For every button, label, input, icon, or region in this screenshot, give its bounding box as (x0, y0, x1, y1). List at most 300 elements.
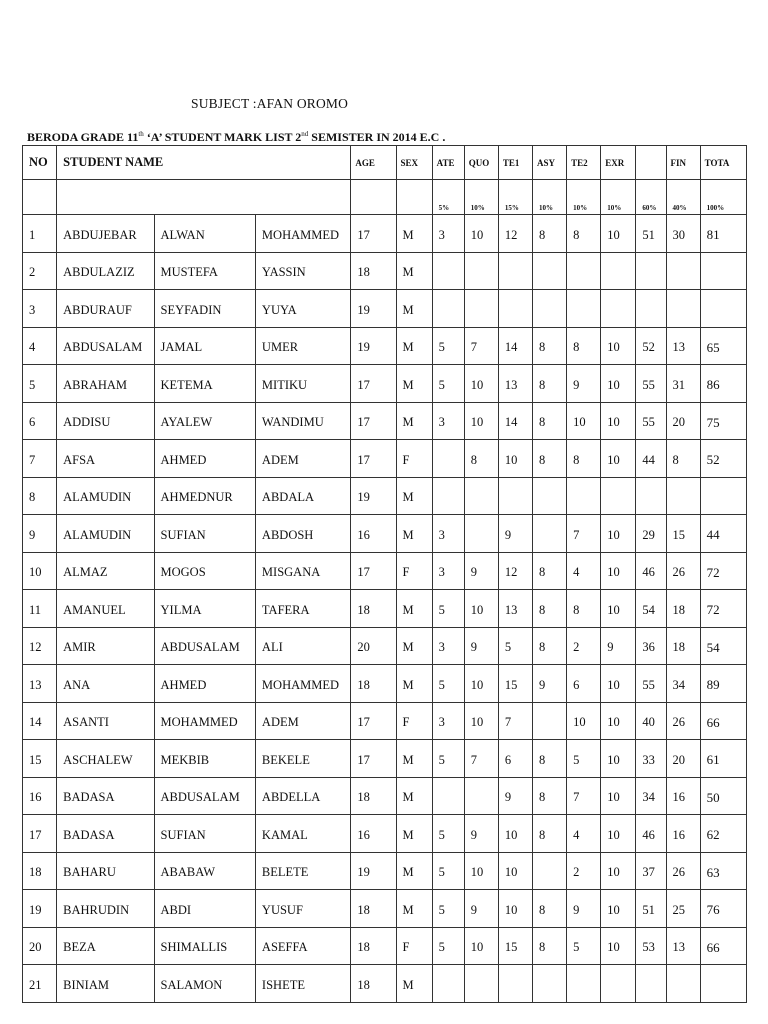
cell-no: 14 (23, 702, 57, 740)
cell-age: 18 (351, 965, 396, 1003)
cell-te2: 6 (567, 665, 601, 703)
cell-te1: 10 (498, 440, 532, 478)
cell-sex: M (396, 627, 432, 665)
cell-no: 6 (23, 402, 57, 440)
heading-sup-1: th (138, 130, 144, 138)
cell-fin (666, 290, 700, 328)
cell-fin: 16 (666, 815, 700, 853)
cell-asy: 8 (533, 215, 567, 253)
cell-first-name: ASANTI (57, 702, 154, 740)
col-header-student-name: STUDENT NAME (57, 146, 351, 180)
cell-quo: 10 (464, 927, 498, 965)
cell-ate: 3 (432, 215, 464, 253)
cell-first-name: BEZA (57, 927, 154, 965)
table-row (23, 740, 747, 778)
cell-ate: 5 (432, 590, 464, 628)
cell-te2: 2 (567, 627, 601, 665)
cell-te2: 4 (567, 815, 601, 853)
cell-first-name: ABDUJEBAR (57, 215, 154, 253)
cell-te1: 5 (498, 627, 532, 665)
col-header-subtotal (636, 146, 666, 180)
cell-te2: 10 (567, 402, 601, 440)
cell-grandfather-name: YASSIN (255, 252, 350, 290)
heading-part-2: ‘A’ STUDENT MARK LIST 2 (143, 130, 302, 144)
cell-grandfather-name: TAFERA (255, 590, 350, 628)
cell-quo (464, 252, 498, 290)
cell-quo: 10 (464, 702, 498, 740)
weight-row (23, 180, 747, 215)
cell-fin: 8 (666, 440, 700, 478)
cell-no: 10 (23, 552, 57, 590)
header-row (23, 146, 747, 180)
cell-subtotal: 51 (636, 215, 666, 253)
col-header-age: AGE (351, 146, 396, 180)
cell-te1: 15 (498, 665, 532, 703)
cell-te2: 9 (567, 890, 601, 928)
cell-first-name: ABDURAUF (57, 290, 154, 328)
cell-sex: M (396, 515, 432, 553)
weight-ate: 5% (432, 180, 464, 215)
cell-sex: F (396, 440, 432, 478)
cell-grandfather-name: YUSUF (255, 890, 350, 928)
cell-subtotal (636, 965, 666, 1003)
cell-no: 21 (23, 965, 57, 1003)
cell-subtotal: 40 (636, 702, 666, 740)
weight-subtotal: 60% (636, 180, 666, 215)
cell-father-name: AYALEW (154, 402, 255, 440)
cell-first-name: ADDISU (57, 402, 154, 440)
cell-father-name: AHMED (154, 665, 255, 703)
cell-fin: 25 (666, 890, 700, 928)
table-row (23, 852, 747, 890)
cell-sex: M (396, 290, 432, 328)
cell-fin: 26 (666, 552, 700, 590)
cell-subtotal (636, 477, 666, 515)
cell-subtotal (636, 252, 666, 290)
cell-age: 18 (351, 890, 396, 928)
cell-grandfather-name: YUYA (255, 290, 350, 328)
weight-te2: 10% (567, 180, 601, 215)
weight-quo: 10% (464, 180, 498, 215)
cell-exr: 10 (601, 890, 636, 928)
cell-age: 17 (351, 552, 396, 590)
cell-fin: 13 (666, 327, 700, 365)
cell-age: 17 (351, 215, 396, 253)
cell-exr: 10 (601, 815, 636, 853)
cell-fin: 13 (666, 927, 700, 965)
cell-total: 86 (700, 365, 746, 403)
table-row (23, 965, 747, 1003)
cell-total (700, 965, 746, 1003)
cell-total: 54 (700, 627, 746, 665)
cell-grandfather-name: WANDIMU (255, 402, 350, 440)
cell-exr (601, 477, 636, 515)
cell-asy: 8 (533, 440, 567, 478)
cell-age: 18 (351, 665, 396, 703)
cell-ate: 3 (432, 627, 464, 665)
cell-father-name: MUSTEFA (154, 252, 255, 290)
col-header-exr: EXR (601, 146, 636, 180)
cell-subtotal: 33 (636, 740, 666, 778)
heading-part-3: SEMISTER IN 2014 E.C . (308, 130, 446, 144)
cell-total: 76 (700, 890, 746, 928)
cell-asy (533, 252, 567, 290)
cell-ate: 3 (432, 402, 464, 440)
cell-no: 8 (23, 477, 57, 515)
cell-fin (666, 477, 700, 515)
cell-subtotal: 55 (636, 665, 666, 703)
cell-total: 66 (700, 927, 746, 965)
heading-part-1: BERODA GRADE 11 (27, 130, 139, 144)
cell-grandfather-name: KAMAL (255, 815, 350, 853)
cell-age: 17 (351, 440, 396, 478)
cell-exr: 10 (601, 440, 636, 478)
col-header-te1: TE1 (498, 146, 532, 180)
cell-subtotal: 44 (636, 440, 666, 478)
cell-first-name: AFSA (57, 440, 154, 478)
cell-father-name: SUFIAN (154, 515, 255, 553)
cell-no: 12 (23, 627, 57, 665)
table-row (23, 252, 747, 290)
cell-no: 9 (23, 515, 57, 553)
cell-total: 72 (700, 552, 746, 590)
col-header-quo: QUO (464, 146, 498, 180)
cell-te2: 7 (567, 777, 601, 815)
cell-asy (533, 290, 567, 328)
cell-subtotal: 29 (636, 515, 666, 553)
cell-asy: 8 (533, 815, 567, 853)
cell-total (700, 290, 746, 328)
cell-total: 52 (700, 440, 746, 478)
cell-exr: 9 (601, 627, 636, 665)
cell-te1: 14 (498, 402, 532, 440)
cell-first-name: ALAMUDIN (57, 477, 154, 515)
cell-sex: M (396, 815, 432, 853)
table-row (23, 702, 747, 740)
cell-te2 (567, 965, 601, 1003)
cell-first-name: AMANUEL (57, 590, 154, 628)
cell-grandfather-name: BELETE (255, 852, 350, 890)
cell-asy: 9 (533, 665, 567, 703)
cell-fin: 15 (666, 515, 700, 553)
cell-te2 (567, 252, 601, 290)
cell-te1: 14 (498, 327, 532, 365)
cell-father-name: ALWAN (154, 215, 255, 253)
cell-father-name: MOHAMMED (154, 702, 255, 740)
cell-subtotal: 46 (636, 815, 666, 853)
cell-quo (464, 477, 498, 515)
cell-ate (432, 252, 464, 290)
cell-te1: 13 (498, 590, 532, 628)
cell-age: 17 (351, 365, 396, 403)
cell-exr: 10 (601, 590, 636, 628)
cell-quo (464, 290, 498, 328)
cell-age: 18 (351, 927, 396, 965)
weight-cell-empty (23, 180, 57, 215)
cell-subtotal: 54 (636, 590, 666, 628)
cell-no: 3 (23, 290, 57, 328)
cell-first-name: BADASA (57, 815, 154, 853)
cell-first-name: ASCHALEW (57, 740, 154, 778)
cell-asy: 8 (533, 777, 567, 815)
cell-exr: 10 (601, 852, 636, 890)
cell-te2 (567, 477, 601, 515)
col-header-ate: ATE (432, 146, 464, 180)
cell-age: 19 (351, 327, 396, 365)
cell-fin: 26 (666, 702, 700, 740)
cell-grandfather-name: ASEFFA (255, 927, 350, 965)
cell-father-name: ABDUSALAM (154, 777, 255, 815)
cell-te1: 15 (498, 927, 532, 965)
table-row (23, 515, 747, 553)
cell-ate: 5 (432, 365, 464, 403)
cell-te2: 2 (567, 852, 601, 890)
cell-grandfather-name: ABDOSH (255, 515, 350, 553)
cell-exr: 10 (601, 927, 636, 965)
weight-cell-empty (396, 180, 432, 215)
cell-sex: M (396, 777, 432, 815)
cell-exr: 10 (601, 327, 636, 365)
cell-grandfather-name: MITIKU (255, 365, 350, 403)
cell-total: 72 (700, 590, 746, 628)
cell-fin: 31 (666, 365, 700, 403)
cell-no: 4 (23, 327, 57, 365)
cell-te1: 7 (498, 702, 532, 740)
cell-asy (533, 477, 567, 515)
cell-grandfather-name: ISHETE (255, 965, 350, 1003)
cell-total: 62 (700, 815, 746, 853)
cell-sex: M (396, 590, 432, 628)
cell-quo: 9 (464, 552, 498, 590)
cell-age: 20 (351, 627, 396, 665)
cell-sex: M (396, 890, 432, 928)
table-row (23, 927, 747, 965)
cell-total (700, 477, 746, 515)
cell-first-name: BADASA (57, 777, 154, 815)
cell-subtotal (636, 290, 666, 328)
cell-age: 17 (351, 402, 396, 440)
cell-te1 (498, 477, 532, 515)
table-row (23, 402, 747, 440)
cell-sex: M (396, 477, 432, 515)
cell-quo: 10 (464, 402, 498, 440)
cell-ate: 5 (432, 890, 464, 928)
cell-sex: F (396, 927, 432, 965)
cell-father-name: ABABAW (154, 852, 255, 890)
cell-te1: 10 (498, 815, 532, 853)
cell-te1: 12 (498, 215, 532, 253)
cell-father-name: ABDUSALAM (154, 627, 255, 665)
cell-fin: 20 (666, 740, 700, 778)
cell-asy: 8 (533, 890, 567, 928)
cell-ate: 3 (432, 552, 464, 590)
cell-exr: 10 (601, 515, 636, 553)
cell-grandfather-name: ADEM (255, 702, 350, 740)
cell-asy: 8 (533, 327, 567, 365)
heading-sup-2: nd (301, 130, 309, 138)
cell-ate: 5 (432, 740, 464, 778)
cell-grandfather-name: ADEM (255, 440, 350, 478)
cell-no: 1 (23, 215, 57, 253)
cell-asy: 8 (533, 365, 567, 403)
cell-asy: 8 (533, 627, 567, 665)
cell-quo: 9 (464, 627, 498, 665)
cell-ate: 5 (432, 815, 464, 853)
cell-subtotal: 46 (636, 552, 666, 590)
cell-first-name: BAHARU (57, 852, 154, 890)
cell-ate: 5 (432, 327, 464, 365)
cell-fin: 26 (666, 852, 700, 890)
table-row (23, 215, 747, 253)
cell-father-name: MOGOS (154, 552, 255, 590)
table-row (23, 815, 747, 853)
cell-fin: 20 (666, 402, 700, 440)
sheet-heading (27, 130, 445, 145)
cell-exr: 10 (601, 365, 636, 403)
weight-exr: 10% (601, 180, 636, 215)
cell-asy (533, 702, 567, 740)
cell-quo: 7 (464, 740, 498, 778)
cell-age: 18 (351, 777, 396, 815)
cell-te1 (498, 290, 532, 328)
cell-te1: 9 (498, 515, 532, 553)
cell-te2: 8 (567, 440, 601, 478)
cell-ate: 3 (432, 515, 464, 553)
cell-subtotal: 53 (636, 927, 666, 965)
cell-asy (533, 515, 567, 553)
col-header-tota: TOTA (700, 146, 746, 180)
cell-grandfather-name: ALI (255, 627, 350, 665)
cell-age: 16 (351, 815, 396, 853)
cell-exr: 10 (601, 665, 636, 703)
cell-asy (533, 965, 567, 1003)
cell-te1 (498, 965, 532, 1003)
cell-first-name: BAHRUDIN (57, 890, 154, 928)
cell-fin (666, 252, 700, 290)
cell-te1: 13 (498, 365, 532, 403)
cell-father-name: AHMEDNUR (154, 477, 255, 515)
cell-fin: 18 (666, 627, 700, 665)
cell-quo: 9 (464, 890, 498, 928)
cell-first-name: ALAMUDIN (57, 515, 154, 553)
cell-te1: 10 (498, 852, 532, 890)
col-header-fin: FIN (666, 146, 700, 180)
cell-no: 18 (23, 852, 57, 890)
col-header-te2: TE2 (567, 146, 601, 180)
cell-grandfather-name: ABDALA (255, 477, 350, 515)
cell-te1 (498, 252, 532, 290)
cell-exr: 10 (601, 740, 636, 778)
table-row (23, 890, 747, 928)
weight-asy: 10% (533, 180, 567, 215)
cell-total: 63 (700, 852, 746, 890)
cell-no: 2 (23, 252, 57, 290)
cell-sex: M (396, 740, 432, 778)
table-row (23, 777, 747, 815)
cell-sex: M (396, 402, 432, 440)
cell-subtotal: 37 (636, 852, 666, 890)
cell-subtotal: 55 (636, 365, 666, 403)
cell-quo: 10 (464, 852, 498, 890)
cell-subtotal: 34 (636, 777, 666, 815)
weight-cell-empty (57, 180, 351, 215)
cell-te1: 10 (498, 890, 532, 928)
cell-exr: 10 (601, 552, 636, 590)
cell-quo (464, 777, 498, 815)
cell-fin: 34 (666, 665, 700, 703)
cell-exr: 10 (601, 777, 636, 815)
cell-asy: 8 (533, 927, 567, 965)
col-header-sex: SEX (396, 146, 432, 180)
cell-quo: 10 (464, 665, 498, 703)
cell-father-name: SUFIAN (154, 815, 255, 853)
cell-te2: 4 (567, 552, 601, 590)
cell-age: 17 (351, 702, 396, 740)
cell-father-name: KETEMA (154, 365, 255, 403)
cell-grandfather-name: BEKELE (255, 740, 350, 778)
table-row (23, 440, 747, 478)
cell-sex: F (396, 552, 432, 590)
weight-cell-empty (351, 180, 396, 215)
cell-te2: 5 (567, 740, 601, 778)
cell-first-name: AMIR (57, 627, 154, 665)
weight-fin: 40% (666, 180, 700, 215)
cell-total: 50 (700, 777, 746, 815)
table-row (23, 590, 747, 628)
cell-exr: 10 (601, 402, 636, 440)
cell-fin: 30 (666, 215, 700, 253)
cell-subtotal: 51 (636, 890, 666, 928)
cell-age: 19 (351, 852, 396, 890)
cell-sex: M (396, 327, 432, 365)
cell-ate (432, 965, 464, 1003)
cell-sex: M (396, 665, 432, 703)
table-row (23, 290, 747, 328)
table-row (23, 552, 747, 590)
cell-subtotal: 55 (636, 402, 666, 440)
weight-tota: 100% (700, 180, 746, 215)
cell-sex: M (396, 965, 432, 1003)
cell-exr: 10 (601, 215, 636, 253)
cell-father-name: ABDI (154, 890, 255, 928)
cell-quo: 10 (464, 365, 498, 403)
cell-fin (666, 965, 700, 1003)
cell-fin: 16 (666, 777, 700, 815)
cell-total: 65 (700, 327, 746, 365)
cell-no: 11 (23, 590, 57, 628)
subject-title: SUBJECT :AFAN OROMO (191, 96, 349, 111)
cell-subtotal: 36 (636, 627, 666, 665)
cell-ate (432, 440, 464, 478)
cell-father-name: SEYFADIN (154, 290, 255, 328)
cell-quo: 9 (464, 815, 498, 853)
cell-te2 (567, 290, 601, 328)
cell-no: 7 (23, 440, 57, 478)
cell-father-name: YILMA (154, 590, 255, 628)
cell-te1: 12 (498, 552, 532, 590)
cell-sex: M (396, 852, 432, 890)
cell-father-name: MEKBIB (154, 740, 255, 778)
cell-grandfather-name: MISGANA (255, 552, 350, 590)
cell-te2: 10 (567, 702, 601, 740)
table-row (23, 665, 747, 703)
cell-sex: M (396, 215, 432, 253)
cell-father-name: JAMAL (154, 327, 255, 365)
cell-subtotal: 52 (636, 327, 666, 365)
cell-asy: 8 (533, 552, 567, 590)
cell-age: 18 (351, 252, 396, 290)
cell-total: 81 (700, 215, 746, 253)
